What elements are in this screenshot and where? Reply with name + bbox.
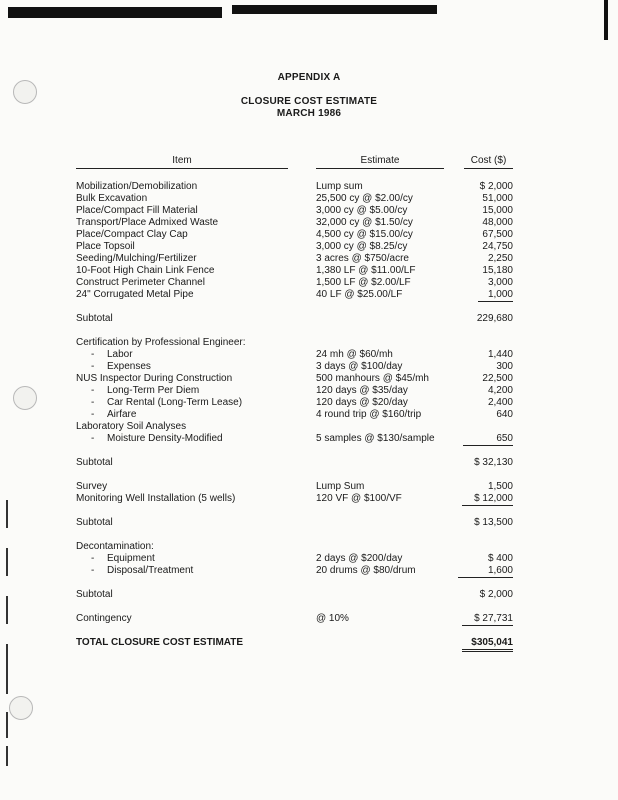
dash-bullet: -	[91, 385, 95, 396]
dash-bullet: -	[91, 349, 95, 360]
car-rental-cost: 2,400	[487, 397, 513, 408]
nus-inspector-cost: 22,500	[482, 373, 513, 384]
lab-analyses-heading: Laboratory Soil Analyses	[76, 421, 187, 432]
row-cost: 67,500	[482, 229, 513, 240]
row-item: Place Topsoil	[76, 241, 135, 252]
per-diem-item	[91, 385, 199, 397]
column-header-estimate: Estimate	[316, 155, 444, 169]
labor-item	[91, 349, 133, 361]
edge-mark	[6, 500, 8, 528]
disposal-label: Disposal/Treatment	[107, 565, 194, 576]
equipment-item	[91, 553, 155, 565]
expenses-cost: 300	[496, 361, 513, 372]
car-rental-item	[91, 397, 242, 409]
row-item: Bulk Excavation	[76, 193, 148, 204]
labor-estimate: 24 mh @ $60/mh	[316, 349, 393, 360]
row-cost: 48,000	[482, 217, 513, 228]
nus-inspector-item: NUS Inspector During Construction	[76, 373, 233, 384]
row-estimate: 32,000 cy @ $1.50/cy	[316, 217, 413, 228]
moisture-cost: 650	[463, 433, 513, 446]
survey-cost: 1,500	[487, 481, 513, 492]
total-label: TOTAL CLOSURE COST ESTIMATE	[76, 637, 244, 648]
row-cost: 51,000	[482, 193, 513, 204]
row-item: Construct Perimeter Channel	[76, 277, 205, 288]
punch-hole-middle	[13, 386, 37, 410]
row-estimate: 25,500 cy @ $2.00/cy	[316, 193, 413, 204]
equipment-estimate: 2 days @ $200/day	[316, 553, 403, 564]
nus-inspector-estimate: 500 manhours @ $45/mh	[316, 373, 429, 384]
equipment-label: Equipment	[107, 553, 155, 564]
dash-bullet: -	[91, 565, 95, 576]
per-diem-cost: 4,200	[487, 385, 513, 396]
dash-bullet: -	[91, 361, 95, 372]
row-estimate: 4,500 cy @ $15.00/cy	[316, 229, 413, 240]
airfare-cost: 640	[496, 409, 513, 420]
subtotal-label: Subtotal	[76, 457, 113, 468]
row-item: Place/Compact Fill Material	[76, 205, 198, 216]
monitoring-well-cost: $ 12,000	[462, 493, 513, 506]
car-rental-label: Car Rental (Long-Term Lease)	[107, 397, 243, 408]
row-item: 24" Corrugated Metal Pipe	[76, 289, 194, 300]
moisture-item	[91, 433, 223, 445]
row-item: Seeding/Mulching/Fertilizer	[76, 253, 197, 264]
row-estimate: 40 LF @ $25.00/LF	[316, 289, 403, 300]
row-cost: 1,000	[478, 289, 513, 302]
labor-cost: 1,440	[487, 349, 513, 360]
row-item: 10-Foot High Chain Link Fence	[76, 265, 215, 276]
expenses-estimate: 3 days @ $100/day	[316, 361, 403, 372]
contingency-estimate: @ 10%	[316, 613, 349, 624]
scan-bar-right	[232, 5, 437, 14]
dash-bullet: -	[91, 409, 95, 420]
edge-mark	[6, 746, 8, 766]
row-estimate: Lump sum	[316, 181, 363, 192]
subtotal-cost: $ 32,130	[474, 457, 513, 468]
row-item: Mobilization/Demobilization	[76, 181, 198, 192]
airfare-item	[91, 409, 136, 421]
dash-bullet: -	[91, 553, 95, 564]
dash-bullet: -	[91, 397, 95, 408]
row-cost: 15,180	[482, 265, 513, 276]
subtotal-label: Subtotal	[76, 313, 113, 324]
disposal-estimate: 20 drums @ $80/drum	[316, 565, 416, 576]
survey-item: Survey	[76, 481, 108, 492]
subtotal-cost: $ 13,500	[474, 517, 513, 528]
per-diem-label: Long-Term Per Diem	[107, 385, 200, 396]
edge-mark	[6, 596, 8, 624]
row-cost: 24,750	[482, 241, 513, 252]
moisture-label: Moisture Density-Modified	[107, 433, 223, 444]
scan-bar-left	[8, 7, 222, 18]
per-diem-estimate: 120 days @ $35/day	[316, 385, 408, 396]
car-rental-estimate: 120 days @ $20/day	[316, 397, 408, 408]
airfare-label: Airfare	[107, 409, 137, 420]
subtotal-label: Subtotal	[76, 517, 113, 528]
subtotal-cost: $ 2,000	[479, 589, 513, 600]
row-estimate: 3 acres @ $750/acre	[316, 253, 409, 264]
contingency-cost: $ 27,731	[462, 613, 513, 626]
row-item: Transport/Place Admixed Waste	[76, 217, 219, 228]
appendix-label: APPENDIX A	[277, 72, 341, 83]
survey-estimate: Lump Sum	[316, 481, 365, 492]
row-cost: $ 2,000	[479, 181, 513, 192]
contingency-label: Contingency	[76, 613, 132, 624]
expenses-item	[91, 361, 151, 373]
row-estimate: 1,380 LF @ $11.00/LF	[316, 265, 416, 276]
document-date: MARCH 1986	[276, 108, 342, 119]
column-header-item: Item	[76, 155, 288, 169]
scan-bar-edge	[604, 0, 608, 40]
edge-mark	[6, 548, 8, 576]
edge-mark	[6, 712, 8, 738]
row-cost: 15,000	[482, 205, 513, 216]
disposal-item	[91, 565, 193, 577]
subtotal-cost: 229,680	[476, 313, 513, 324]
monitoring-well-item: Monitoring Well Installation (5 wells)	[76, 493, 236, 504]
edge-mark	[6, 644, 8, 694]
row-cost: 2,250	[487, 253, 513, 264]
row-estimate: 3,000 cy @ $8.25/cy	[316, 241, 408, 252]
equipment-cost: $ 400	[487, 553, 513, 564]
dash-bullet: -	[91, 433, 95, 444]
row-estimate: 1,500 LF @ $2.00/LF	[316, 277, 411, 288]
row-item: Place/Compact Clay Cap	[76, 229, 188, 240]
expenses-label: Expenses	[107, 361, 151, 372]
monitoring-well-estimate: 120 VF @ $100/VF	[316, 493, 402, 504]
row-cost: 3,000	[487, 277, 513, 288]
decontamination-heading: Decontamination:	[76, 541, 154, 552]
column-header-cost: Cost ($)	[464, 155, 513, 169]
moisture-estimate: 5 samples @ $130/sample	[316, 433, 435, 444]
document-title: CLOSURE COST ESTIMATE	[240, 96, 378, 107]
punch-hole-bottom	[9, 696, 33, 720]
certification-heading: Certification by Professional Engineer:	[76, 337, 246, 348]
total-cost: $305,041	[462, 637, 513, 652]
airfare-estimate: 4 round trip @ $160/trip	[316, 409, 422, 420]
labor-label: Labor	[107, 349, 133, 360]
disposal-cost: 1,600	[458, 565, 513, 578]
subtotal-label: Subtotal	[76, 589, 113, 600]
row-estimate: 3,000 cy @ $5.00/cy	[316, 205, 408, 216]
